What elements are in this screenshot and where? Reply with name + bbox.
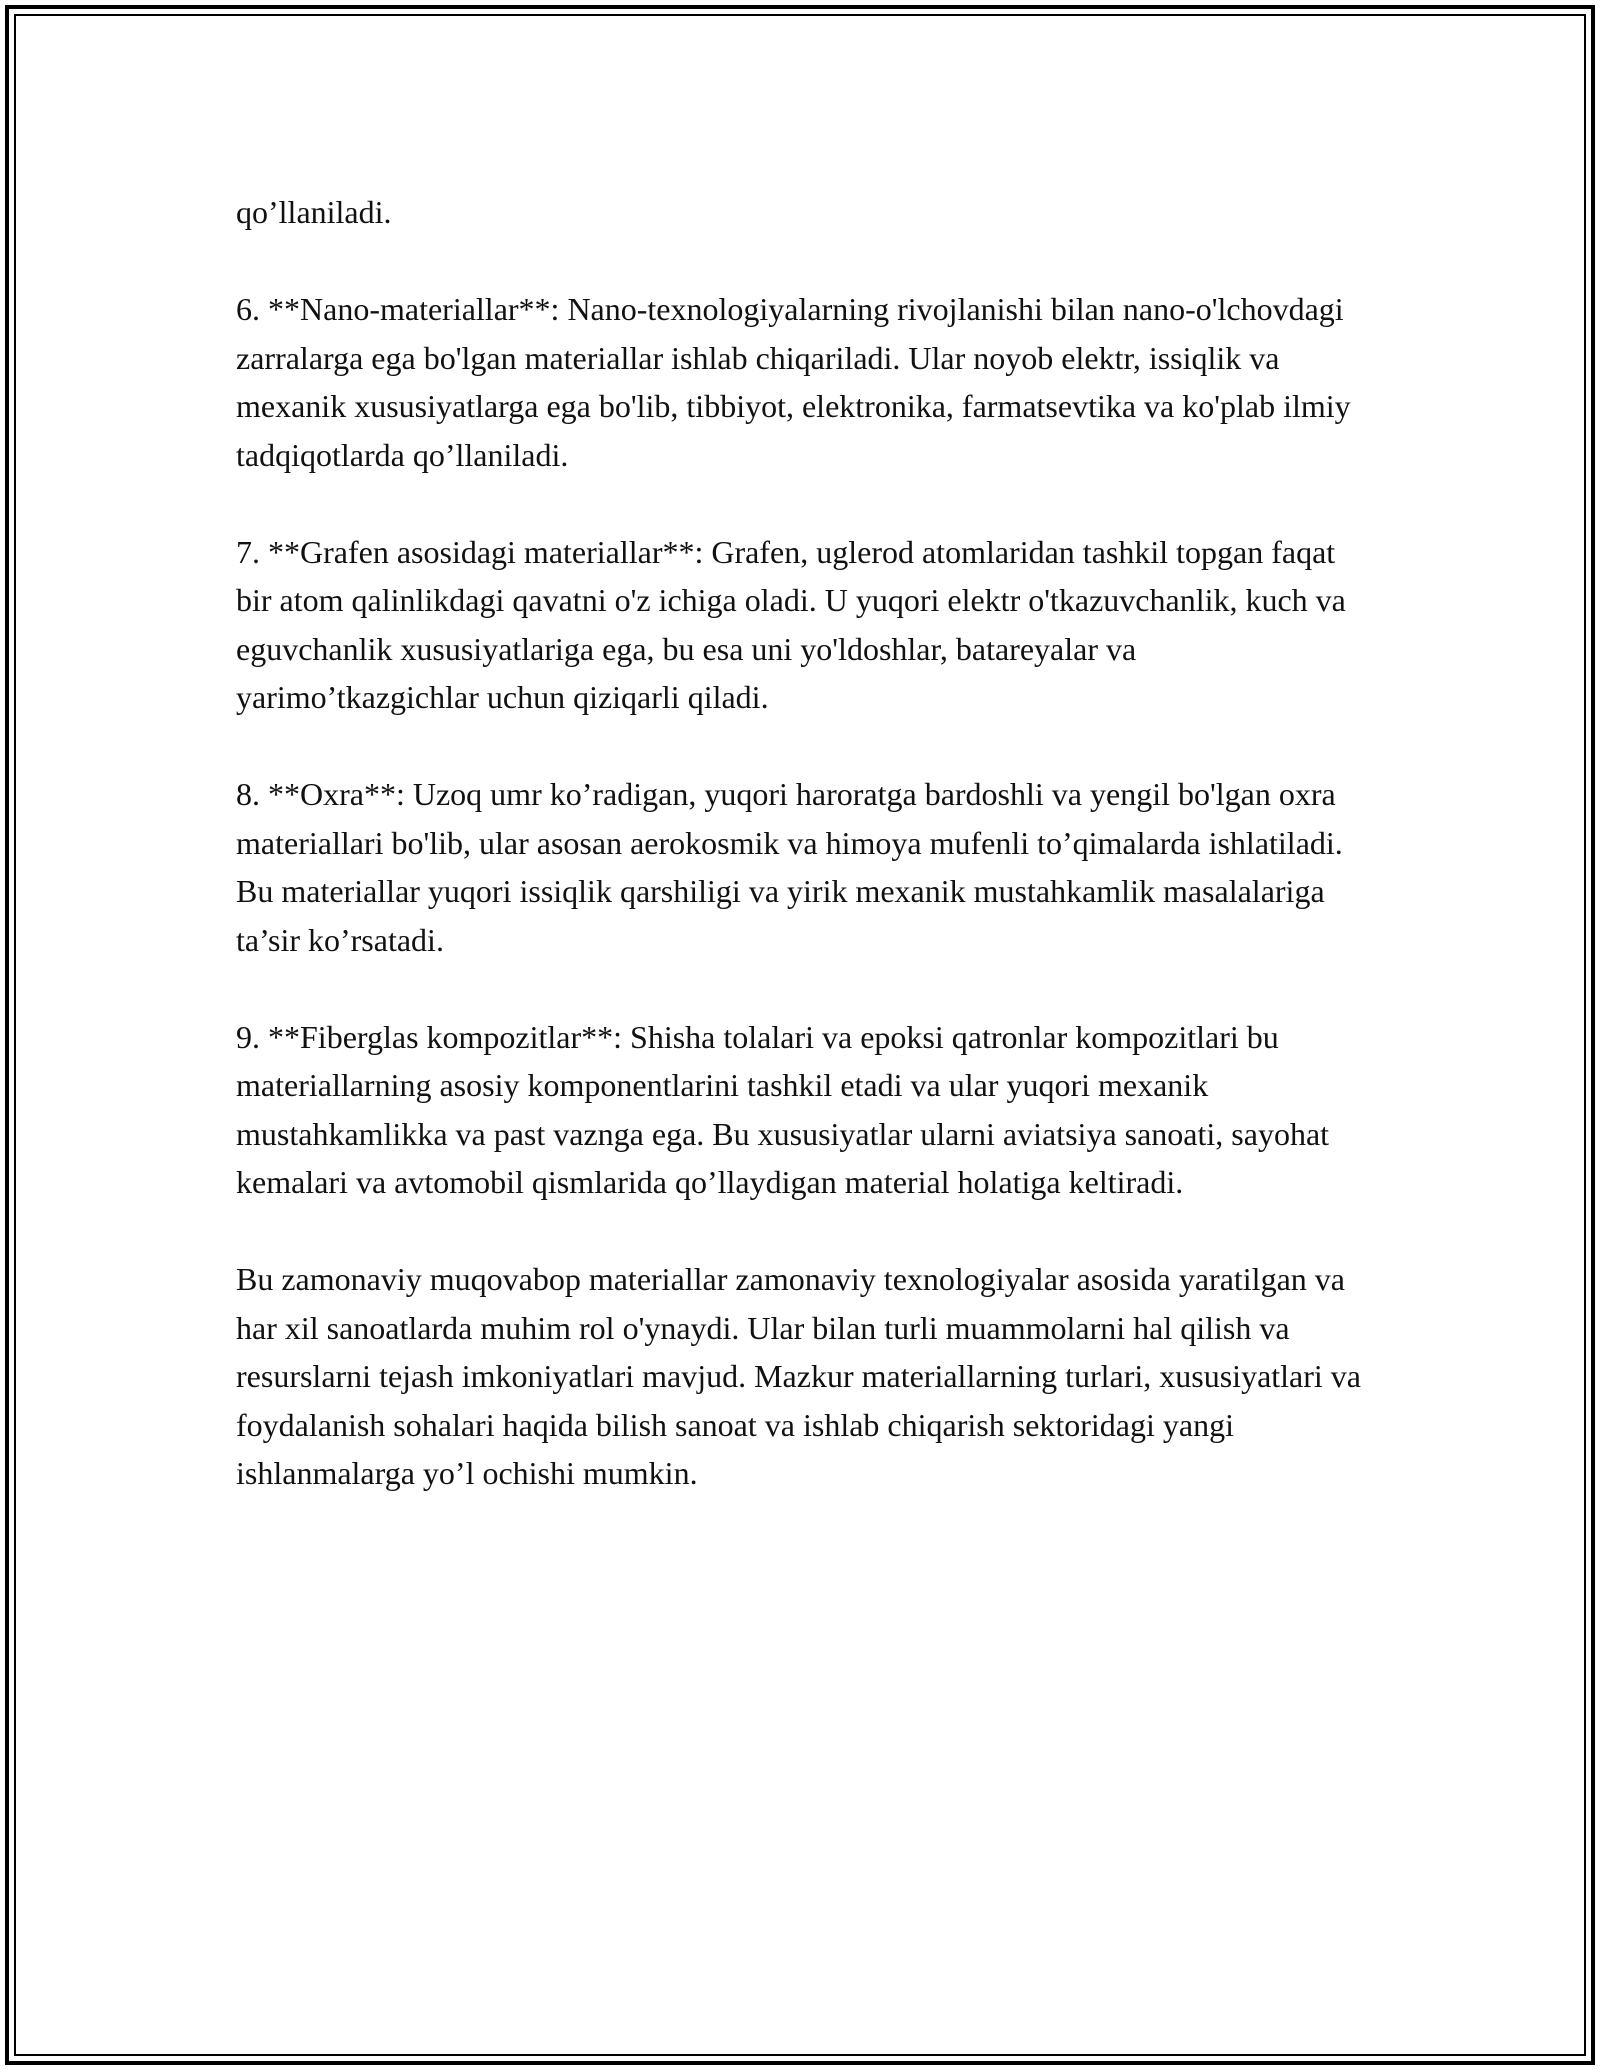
- paragraph-conclusion: Bu zamonaviy muqovabop materiallar zamonaviy texnologiyalar asosida yaratilgan va har xil sanoatlarda muhim rol o'ynaydi. Ular bilan turli muammolarni hal qilish va resurslarni tejash imkoniyatlari mavjud. Mazkur materiallarning turlari, xususiyatlari va foydalanish sohalari haqida bilish sanoat va ishlab chiqarish sektoridagi yangi ishlanmalarga yo’l ochishi mumkin.: [236, 1261, 1361, 1491]
- paragraph-item-9-fiberglass-composites: 9. **Fiberglas kompozitlar**: Shisha tolalari va epoksi qatronlar kompozitlari bu materiallarning asosiy komponentlarini tashkil etadi va ular yuqori mexanik mustahkamlikka va past vaznga ega. Bu xususiyatlar ularni aviatsiya sanoati, sayohat kemalari va avtomobil qismlarida qo’llaydigan material holatiga keltiradi.: [236, 1018, 1330, 1200]
- paragraph-item-7-graphene-materials: 7. **Grafen asosidagi materiallar**: Grafen, uglerod atomlaridan tashkil topgan faqat bir atom qalinlikdagi qavatni o'z ichiga oladi. U yuqori elektr o'tkazuvchanlik, kuch va eguvchanlik xususiyatlariga ega, bu esa uni yo'ldoshlar, batareyalar va yarimo’tkazgichlar uchun qiziqarli qiladi.: [236, 533, 1346, 715]
- paragraph-item-8-oxra: 8. **Oxra**: Uzoq umr ko’radigan, yuqori haroratga bardoshli va yengil bo'lgan oxra materiallari bo'lib, ular asosan aerokosmik va himoya mufenli to’qimalarda ishlatiladi. Bu materiallar yuqori issiqlik qarshiligi va yirik mexanik mustahkamlik masalalariga ta’sir ko’rsatadi.: [236, 776, 1343, 958]
- paragraph-item-6-nano-materials: 6. **Nano-materiallar**: Nano-texnologiyalarning rivojlanishi bilan nano-o'lchovdagi zarralarga ega bo'lgan materiallar ishlab chiqariladi. Ular noyob elektr, issiqlik va mexanik xususiyatlarga ega bo'lib, tibbiyot, elektronika, farmatsevtika va ko'plab ilmiy tadqiqotlarda qo’llaniladi.: [236, 291, 1351, 473]
- document-body: [236, 188, 1366, 1546]
- paragraph-continuation: qo’llaniladi.: [236, 194, 392, 230]
